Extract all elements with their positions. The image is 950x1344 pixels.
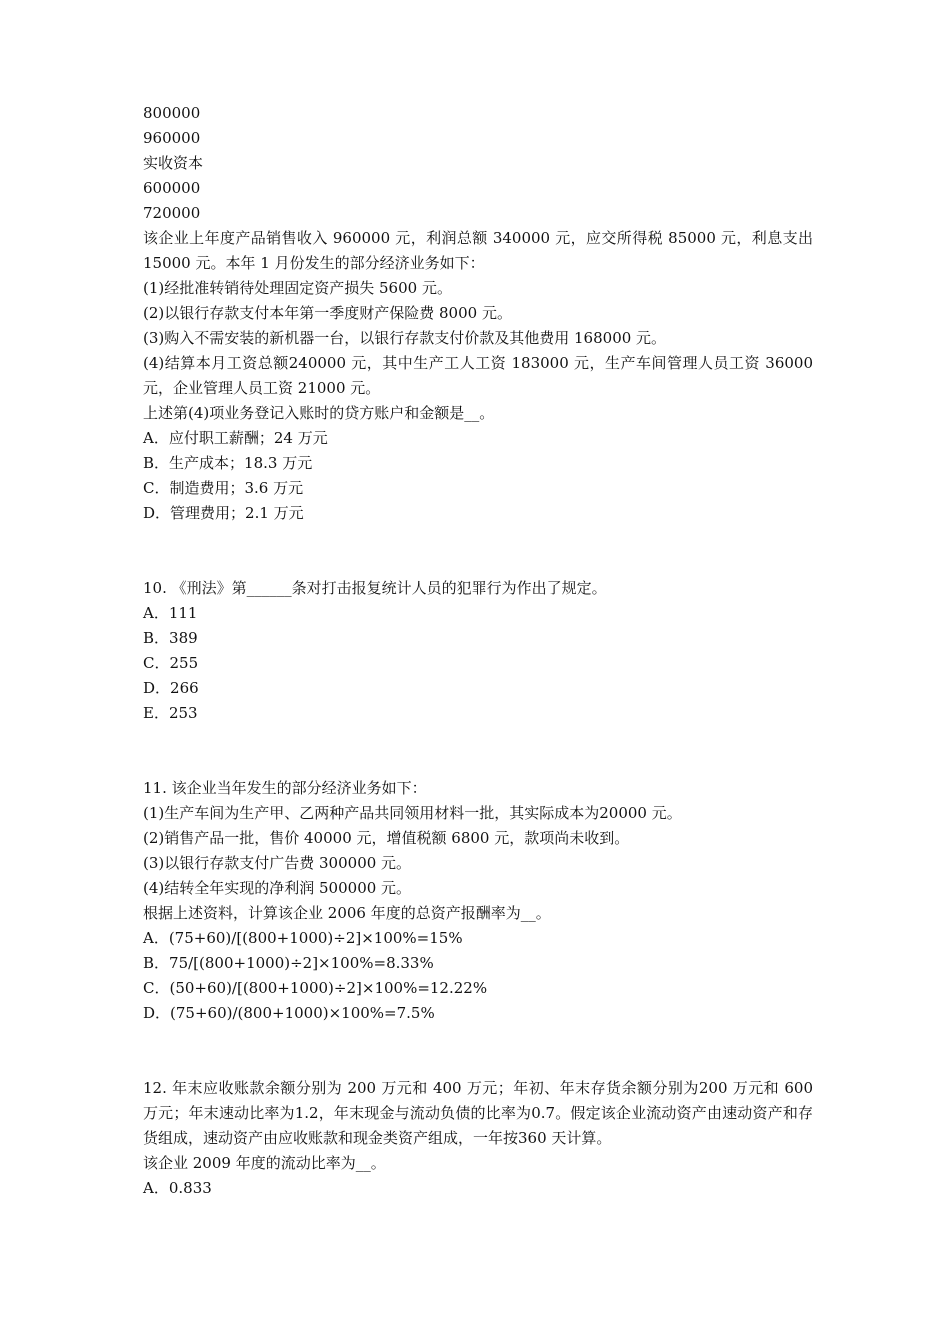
answer-option: D．管理费用；2.1 万元 (143, 504, 304, 522)
previous-question-continuation (143, 101, 813, 526)
answer-option: B．75/[(800+1000)÷2]×100%=8.33% (143, 954, 434, 972)
business-item: (3)购入不需安装的新机器一台，以银行存款支付价款及其他费用 168000 元。 (143, 329, 667, 347)
answer-option: B．生产成本；18.3 万元 (143, 454, 313, 472)
answer-option: A．0.833 (143, 1179, 212, 1197)
value-line: 600000 (143, 179, 201, 197)
question-intro: 12. 年末应收账款余额分别为 200 万元和 400 万元；年初、年末存货余额分别为200 万元和 600 万元；年末速动比率为1.2，年末现金与流动负债的比率为0.7。假定该企业流动资产由速动资产和存货组成，速动资产由应收账款和现金类资产组成，一年按360 天计算。 (143, 1079, 813, 1147)
answer-option: C．制造费用；3.6 万元 (143, 479, 304, 497)
value-line: 800000 (143, 104, 201, 122)
answer-option: B．389 (143, 629, 198, 647)
answer-option: C．(50+60)/[(800+1000)÷2]×100%=12.22% (143, 979, 488, 997)
business-item: (4)结算本月工资总额240000 元，其中生产工人工资 183000 元，生产车间管理人员工资 36000 元，企业管理人员工资 21000 元。 (143, 354, 813, 397)
value-line: 720000 (143, 204, 201, 222)
question-text: 10. 《刑法》第______条对打击报复统计人员的犯罪行为作出了规定。 (143, 579, 607, 597)
business-item: (1)经批准转销待处理固定资产损失 5600 元。 (143, 279, 452, 297)
business-item: (3)以银行存款支付广告费 300000 元。 (143, 854, 412, 872)
answer-option: A．应付职工薪酬；24 万元 (143, 429, 328, 447)
business-item: (1)生产车间为生产甲、乙两种产品共同领用材料一批，其实际成本为20000 元。 (143, 804, 682, 822)
spacer (143, 526, 813, 576)
answer-option: E．253 (143, 704, 198, 722)
answer-option: C．255 (143, 654, 199, 672)
business-item: (4)结转全年实现的净利润 500000 元。 (143, 879, 412, 897)
case-paragraph: 该企业上年度产品销售收入 960000 元，利润总额 340000 元，应交所得税 85000 元，利息支出 15000 元。本年 1 月份发生的部分经济业务如下： (143, 229, 813, 272)
question-intro: 11. 该企业当年发生的部分经济业务如下： (143, 779, 427, 797)
answer-option: A．(75+60)/[(800+1000)÷2]×100%=15% (143, 929, 463, 947)
question-text: 上述第(4)项业务登记入账时的贷方账户和金额是__。 (143, 404, 495, 422)
question-12 (143, 1076, 813, 1201)
business-item: (2)销售产品一批，售价 40000 元，增值税额 6800 元，款项尚未收到。 (143, 829, 630, 847)
question-10 (143, 576, 813, 726)
question-text: 该企业 2009 年度的流动比率为__。 (143, 1154, 386, 1172)
spacer (143, 726, 813, 776)
spacer (143, 1026, 813, 1076)
answer-option: A．111 (143, 604, 198, 622)
question-11 (143, 776, 813, 1026)
value-line: 实收资本 (143, 154, 204, 172)
question-text: 根据上述资料，计算该企业 2006 年度的总资产报酬率为__。 (143, 904, 551, 922)
answer-option: D．(75+60)/(800+1000)×100%=7.5% (143, 1004, 435, 1022)
document-page (143, 101, 813, 1201)
answer-option: D．266 (143, 679, 199, 697)
business-item: (2)以银行存款支付本年第一季度财产保险费 8000 元。 (143, 304, 512, 322)
value-line: 960000 (143, 129, 201, 147)
